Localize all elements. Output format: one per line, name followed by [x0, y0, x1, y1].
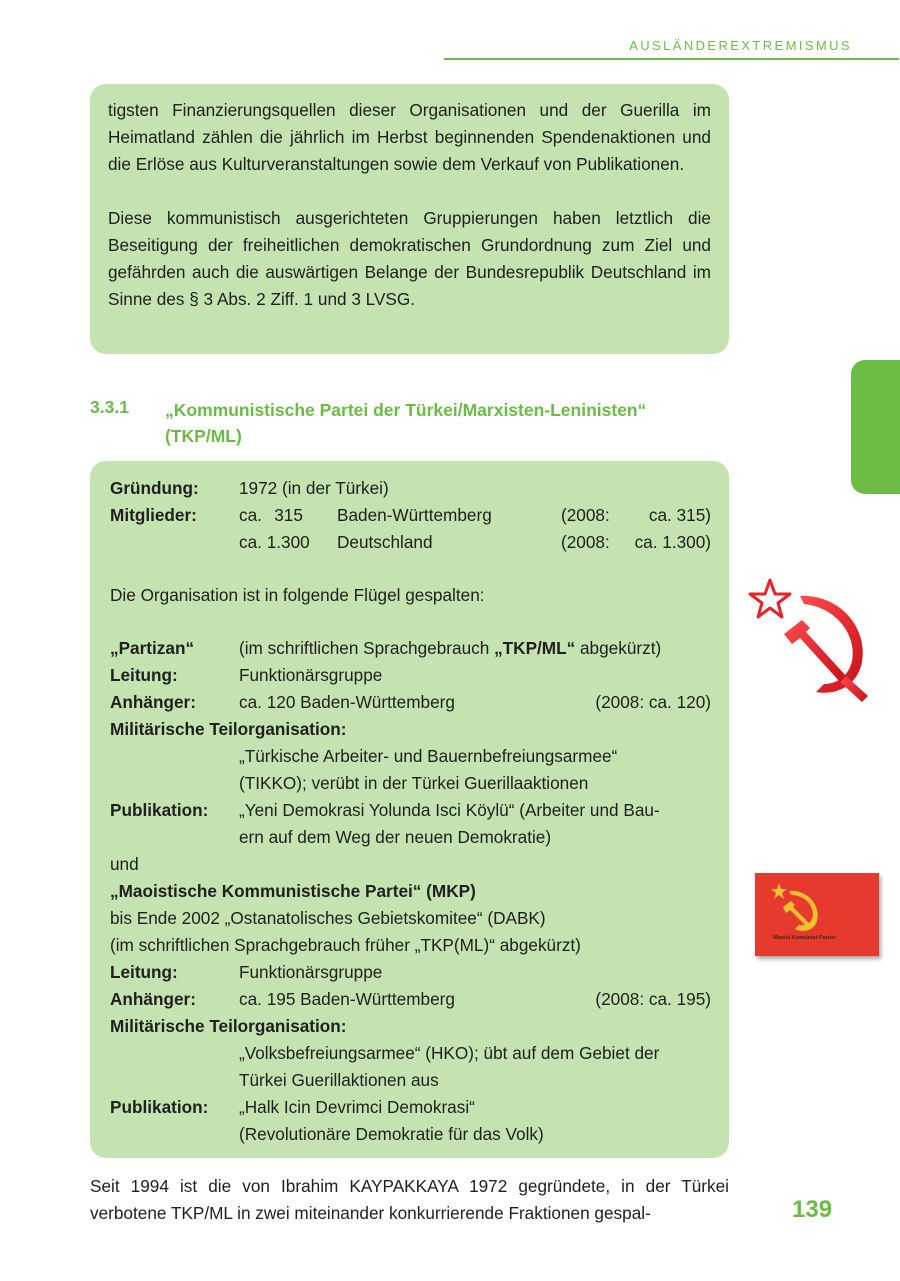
intro-info-box	[90, 84, 729, 354]
section-number: 3.3.1	[90, 397, 129, 417]
chapter-tab	[851, 360, 900, 494]
mkp-leadership-row: Leitung: Funktionärsgruppe	[110, 962, 383, 982]
members-label: Mitglieder:	[110, 505, 197, 525]
partizan-publication-row: Publikation: „Yeni Demokrasi Yolunda Isci Köylü“ (Arbeiter und Bau-	[110, 800, 660, 820]
mkp-name-row: „Maoistische Kommunistische Partei“ (MKP)	[110, 881, 476, 901]
members-prev-value: ca. 315)	[648, 505, 711, 525]
partizan-leadership-row: Leitung: Funktionärsgruppe	[110, 665, 383, 685]
founding-row	[110, 475, 711, 502]
members-region: Baden-Württemberg	[337, 505, 492, 525]
members-prefix: ca.	[239, 505, 262, 525]
mkp-publication-line: (Revolutionäre Demokratie für das Volk)	[239, 1124, 544, 1144]
partizan-military-line: (TIKKO); verübt in der Türkei Guerillaaktionen	[239, 773, 589, 793]
partizan-military-line: „Türkische Arbeiter- und Bauernbefreiungsarmee“	[239, 746, 618, 766]
members-count: 315	[274, 505, 303, 525]
partizan-name: „Partizan“	[110, 638, 195, 658]
partizan-supporters-row: Anhänger: ca. 120 Baden-Württemberg (2008: ca. 120)	[110, 692, 711, 712]
partizan-publication-line: ern auf dem Weg der neuen Demokratie)	[239, 827, 552, 847]
body-paragraph: Seit 1994 ist die von Ibrahim KAYPAKKAYA 1972 gegründete, in der Türkei verbotene TKP/ML in zwei miteinander konkurrierende Fraktionen gespal-	[90, 1176, 729, 1223]
partizan-military-label: Militärische Teilorganisation:	[110, 719, 347, 739]
members-prev-label: (2008:	[561, 532, 610, 552]
mkp-line: (im schriftlichen Sprachgebrauch früher „TKP(ML)“ abgekürzt)	[110, 935, 581, 955]
members-prefix: ca. 1.300	[239, 532, 310, 552]
members-prev-label: (2008:	[561, 505, 610, 525]
mkp-military-line: „Volksbefreiungsarmee“ (HKO); übt auf dem Gebiet der	[239, 1043, 660, 1063]
founding-label: Gründung:	[110, 478, 199, 498]
mkp-military-line: Türkei Guerillaktionen aus	[239, 1070, 439, 1090]
header-rule	[444, 58, 899, 60]
split-intro: Die Organisation ist in folgende Flügel gespalten:	[110, 585, 485, 605]
partizan-row: „Partizan“ (im schriftlichen Sprachgebrauch „TKP/ML“ abgekürzt)	[110, 635, 711, 662]
members-prev-value: ca. 1.300)	[634, 532, 711, 552]
members-region: Deutschland	[337, 532, 433, 552]
partizan-abbr: „TKP/ML“	[494, 638, 576, 658]
intro-paragraph-2: Diese kommunistisch ausgerichteten Gruppierungen haben letztlich die Beseitigung der freiheitlichen demokratischen Grundordnung zum Ziel und gefährden auch die auswärtigen Belange der Bundesrepublik Deutschland im Sinne des § 3 Abs. 2 Ziff. 1 und 3 LVSG.	[108, 208, 711, 309]
page-number: 139	[792, 1196, 833, 1223]
intro-paragraph-1: tigsten Finanzierungsquellen dieser Organisationen und der Guerilla im Heimatland zählen die jährlich im Herbst beginnenden Spendenaktionen und die Erlöse aus Kulturveranstaltungen sowie dem Verkauf von Publikationen.	[108, 100, 711, 174]
members-row-bw	[110, 502, 711, 529]
members-row-de	[110, 529, 711, 556]
mkp-line: bis Ende 2002 „Ostanatolisches Gebietskomitee“ (DABK)	[110, 908, 546, 928]
running-head: AUSLÄNDEREXTREMISMUS	[629, 38, 852, 53]
mkp-flag	[755, 873, 879, 956]
mkp-publication-row: Publikation: „Halk Icin Devrimci Demokrasi“	[110, 1097, 475, 1117]
founding-value: 1972 (in der Türkei)	[239, 478, 389, 498]
conjunction-und: und	[110, 854, 139, 874]
hammer-sickle-star-icon	[746, 576, 876, 704]
hammer-sickle-icon	[769, 881, 823, 933]
section-title: „Kommunistische Partei der Türkei/Marxisten-Leninisten“ (TKP/ML)	[165, 400, 647, 446]
organization-profile-box	[90, 461, 729, 1158]
mkp-military-label: Militärische Teilorganisation:	[110, 1016, 347, 1036]
mkp-supporters-row: Anhänger: ca. 195 Baden-Württemberg (2008: ca. 195)	[110, 989, 711, 1009]
flag-caption: Maoist Komünist Partisi	[773, 935, 836, 941]
